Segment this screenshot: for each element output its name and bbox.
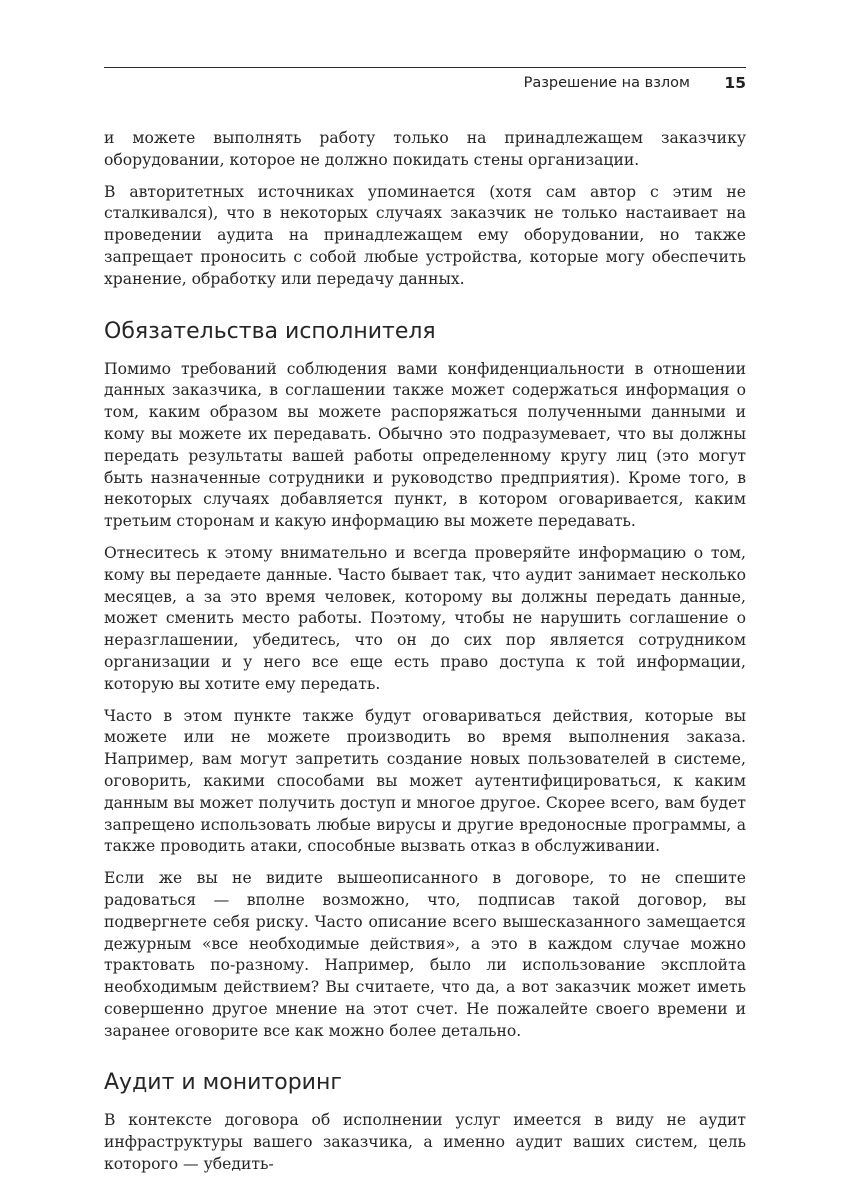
chapter-title: Разрешение на взлом — [523, 75, 690, 91]
paragraph: В контексте договора об исполнении услуг имеется в виду не аудит инфраструктуры вашего заказчика, а именно аудит ваших систем, цель которого — убедить- — [104, 1111, 746, 1174]
paragraph: и можете выполнять работу только на принадлежащем заказчику оборудовании, которое не должно покидать стены организации. — [104, 129, 746, 169]
running-header — [104, 67, 746, 102]
section-heading: Аудит и мониторинг — [104, 1070, 342, 1096]
paragraph: Отнеситесь к этому внимательно и всегда проверяйте информацию о том, кому вы передаете данные. Часто бывает так, что аудит занимает несколько месяцев, а за это время человек, которому вы должны передать данные, может сменить место работы. Поэтому, чтобы не нарушить соглашение о неразглашении, убедитесь, что он до сих пор является сотрудником организации и у него все еще есть право доступа к той информации, которую вы хотите ему передать. — [104, 543, 746, 693]
paragraph: Помимо требований соблюдения вами конфиденциальности в отношении данных заказчика, в соглашении также может содержаться информация о том, каким образом вы можете распоряжаться полученными данными и кому вы можете их передавать. Обычно это подразумевает, что вы должны передать результаты вашей работы определенному кругу лиц (это могут быть назначенные сотрудники и руководство предприятия). Кроме того, в некоторых случаях добавляется пункт, в котором оговаривается, каким третьим сторонам и какую информацию вы можете передавать. — [104, 359, 746, 531]
paragraph: Часто в этом пункте также будут оговариваться действия, которые вы можете или не можете производить во время выполнения заказа. Например, вам могут запретить создание новых пользователей в системе, оговорить, какими способами вы может аутентифицироваться, к каким данным вы может получить доступ и многое другое. Скорее всего, вам будет запрещено использовать любые вирусы и другие вредоносные программы, а также проводить атаки, способные вызвать отказ в обслуживании. — [104, 706, 746, 856]
page-body — [104, 128, 746, 1186]
section-heading: Обязательства исполнителя — [104, 318, 436, 344]
paragraph: В авторитетных источниках упоминается (хотя сам автор с этим не сталкивался), что в некоторых случаях заказчик не только настаивает на проведении аудита на принадлежащем ему оборудовании, но также запрещает проносить с собой любые устройства, которые могу обеспечить хранение, обработку или передачу данных. — [104, 182, 746, 288]
page-number: 15 — [724, 74, 746, 92]
paragraph: Если же вы не видите вышеописанного в договоре, то не спешите радоваться — вполне возможно, что, подписав такой договор, вы подвергнете себя риску. Часто описание всего вышесказанного замещается дежурным «все необходимые действия», а это в каждом случае можно трактовать по-разному. Например, было ли использование эксплойта необходимым действием? Вы считаете, что да, а вот заказчик может иметь совершенно другое мнение на этот счет. Не пожалейте своего времени и заранее оговорите все как можно более детально. — [104, 869, 746, 1040]
